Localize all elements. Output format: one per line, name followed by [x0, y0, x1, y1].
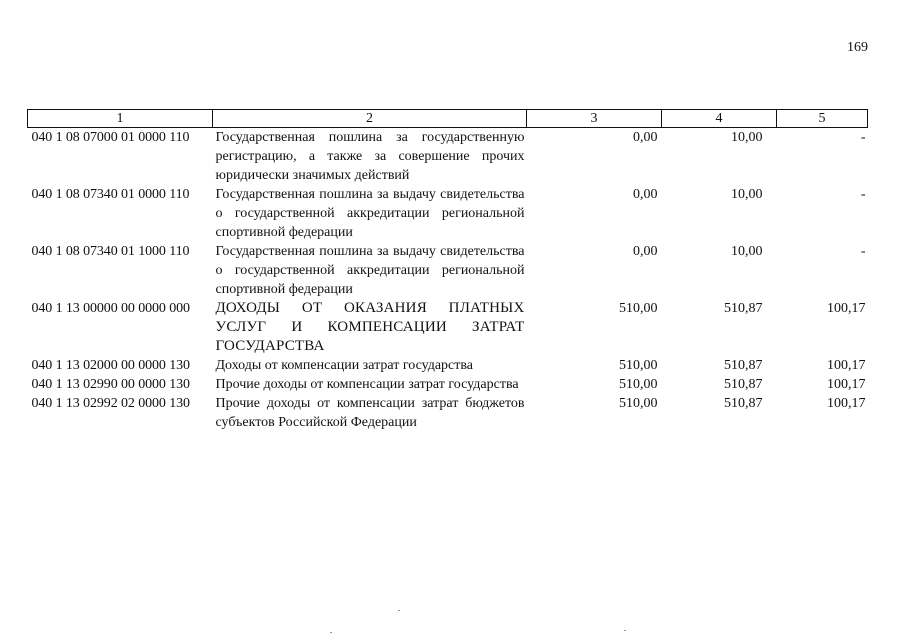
header-col-2: 2: [213, 110, 527, 128]
table-row: [28, 356, 868, 375]
value-col-5: -: [860, 187, 866, 202]
budget-revenue-table: [27, 109, 868, 432]
value-col-4: 10,00: [731, 244, 763, 259]
header-col-1: 1: [28, 110, 213, 128]
value-col-3: 510,00: [619, 358, 658, 373]
value-col-3: 510,00: [619, 396, 658, 411]
value-col-3: 0,00: [633, 187, 658, 202]
value-col-5: 100,17: [827, 358, 866, 373]
scan-speck: [330, 632, 332, 633]
value-col-4: 10,00: [731, 187, 763, 202]
budget-code: 040 1 08 07000 01 0000 110: [31, 130, 190, 145]
budget-code: 040 1 13 02992 02 0000 130: [31, 396, 190, 411]
value-col-5: -: [860, 244, 866, 259]
value-col-3: 510,00: [619, 377, 658, 392]
value-col-3: 0,00: [633, 244, 658, 259]
header-col-3: 3: [527, 110, 662, 128]
scan-speck: [624, 630, 626, 631]
budget-code: 040 1 08 07340 01 0000 110: [31, 187, 190, 202]
budget-code: 040 1 13 02000 00 0000 130: [31, 358, 190, 373]
budget-code: 040 1 13 02990 00 0000 130: [31, 377, 190, 392]
value-col-4: 510,87: [724, 358, 763, 373]
header-col-4: 4: [662, 110, 777, 128]
revenue-name: Государственная пошлина за выдачу свидетельства о государственной аккредитации региональной спортивной федерации: [215, 187, 525, 240]
table-header: [28, 110, 868, 128]
revenue-name: Государственная пошлина за государственную регистрацию, а также за совершение прочих юридически значимых действий: [215, 130, 525, 183]
value-col-4: 510,87: [724, 301, 763, 316]
table-body: [28, 128, 868, 433]
budget-code: 040 1 08 07340 01 1000 110: [31, 244, 190, 259]
page-number: 169: [847, 40, 868, 55]
table-row: [28, 185, 868, 242]
revenue-name: Доходы от компенсации затрат государства: [215, 358, 474, 373]
table-row: [28, 242, 868, 299]
header-row: [28, 110, 868, 128]
header-col-5: 5: [777, 110, 868, 128]
revenue-name: Прочие доходы от компенсации затрат бюджетов субъектов Российской Федерации: [215, 396, 525, 430]
table-row: [28, 394, 868, 432]
value-col-4: 510,87: [724, 396, 763, 411]
table-row: [28, 128, 868, 186]
table-row: [28, 299, 868, 356]
value-col-5: 100,17: [827, 396, 866, 411]
value-col-3: 0,00: [633, 130, 658, 145]
revenue-name: Государственная пошлина за выдачу свидетельства о государственной аккредитации региональной спортивной федерации: [215, 244, 525, 297]
value-col-5: 100,17: [827, 377, 866, 392]
table-row: [28, 375, 868, 394]
revenue-name: ДОХОДЫ ОТ ОКАЗАНИЯ ПЛАТНЫХ УСЛУГ И КОМПЕНСАЦИИ ЗАТРАТ ГОСУДАРСТВА: [215, 300, 525, 354]
revenue-name: Прочие доходы от компенсации затрат государства: [215, 377, 519, 392]
value-col-5: 100,17: [827, 301, 866, 316]
value-col-4: 510,87: [724, 377, 763, 392]
scan-speck: [398, 610, 400, 611]
value-col-4: 10,00: [731, 130, 763, 145]
value-col-3: 510,00: [619, 301, 658, 316]
budget-code: 040 1 13 00000 00 0000 000: [31, 301, 190, 316]
value-col-5: -: [860, 130, 866, 145]
